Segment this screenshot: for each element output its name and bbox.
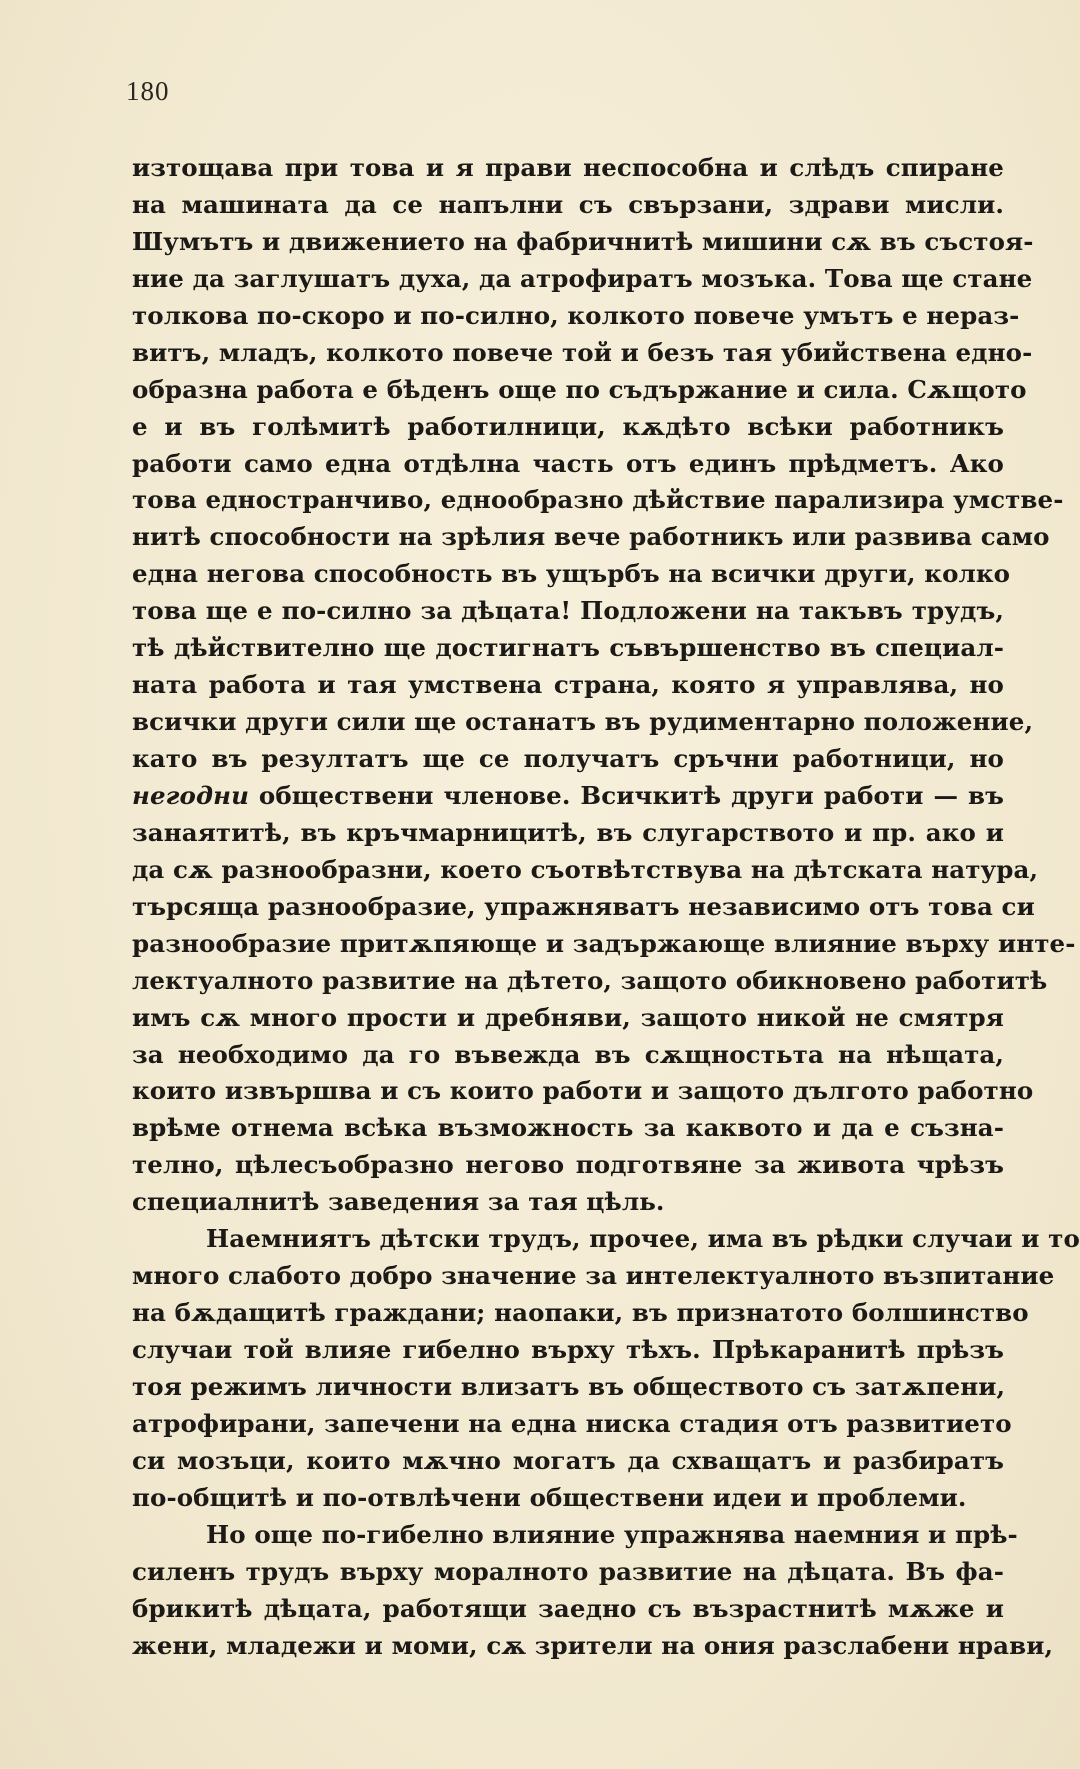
text-line-content: разнообразие притѫпяюще и задържающе влияние върху инте-	[132, 928, 1076, 958]
text-line-content: нитѣ способности на зрѣлия вече работникъ или развива само	[132, 522, 1050, 552]
text-line	[132, 261, 1033, 298]
body-text	[132, 150, 1080, 1664]
text-line-content: брикитѣ дѣцата, работящи заедно съ възрастнитѣ мѫже и	[132, 1593, 1004, 1623]
text-line	[132, 1406, 1012, 1443]
text-line	[132, 1110, 1004, 1147]
text-line	[132, 335, 1033, 372]
text-line	[132, 1369, 1004, 1406]
text-line-content: да сѫ разнообразни, което съотвѣтствува на дѣтската натура,	[132, 854, 1039, 884]
text-line-content: Наемниятъ дѣтски трудъ, прочее, има въ рѣдки случаи и то	[206, 1224, 1080, 1254]
text-line-content: Шумътъ и движението на фабричнитѣ мишини сѫ въ състоя-	[132, 226, 1034, 256]
text-line	[132, 446, 1004, 483]
text-line	[132, 926, 1076, 963]
text-line	[132, 298, 1020, 335]
text-line-content: на машината да се напълни съ свързани, здрави мисли.	[132, 189, 1004, 219]
text-line	[132, 556, 1011, 593]
text-line	[132, 630, 1004, 667]
text-line-content: ната работа и тая умствена страна, която я управлява, но	[132, 670, 1004, 700]
text-line	[132, 482, 1064, 519]
text-line	[132, 224, 1034, 261]
text-line-content: жени, младежи и моми, сѫ зрители на ония разслабени нрави,	[132, 1630, 1054, 1660]
text-line	[132, 1332, 1004, 1369]
text-line-content: като въ резултатъ ще се получатъ сръчни работници, но	[132, 744, 1004, 773]
text-line	[132, 1221, 1080, 1258]
text-line	[132, 1037, 1004, 1074]
text-line	[132, 1591, 1004, 1628]
text-line-content: търсяща разнообразие, упражняватъ независимо отъ това си	[132, 891, 1035, 921]
text-line-content: тоя режимъ личности влизатъ въ обществото съ затѫпени,	[132, 1371, 1006, 1401]
text-line	[132, 150, 1004, 187]
text-line	[132, 963, 1048, 1000]
text-line-content: това едностранчиво, еднообразно дѣйствие парализира умстве-	[132, 485, 1064, 515]
text-line	[132, 593, 1004, 630]
text-line-content: по-общитѣ и по-отвлѣчени обществени идеи и проблеми.	[132, 1482, 967, 1512]
text-line	[132, 778, 1004, 815]
text-line	[132, 372, 1027, 409]
text-line-content: тѣ дѣйствително ще достигнатъ съвършенство въ специал-	[132, 633, 1004, 663]
text-line-content: всички други сили ще останатъ въ рудиментарно положение,	[132, 707, 1034, 737]
text-line	[132, 409, 1004, 446]
text-line-content: много слабото добро значение за интелектуалното възпитание	[132, 1261, 1055, 1291]
text-line	[132, 1554, 1004, 1591]
text-line-content: работи само една отдѣлна часть отъ единъ прѣдметъ. Ако	[132, 448, 1004, 478]
text-line-content: изтощава при това и я прави неспособна и слѣдъ спиране	[132, 153, 1004, 182]
text-line-content: специалнитѣ заведения за тая цѣль.	[132, 1187, 665, 1217]
italic-word: негодни	[132, 780, 249, 810]
text-line-content: за необходимо да го въвежда въ сѫщностьта на нѣщата,	[132, 1039, 1004, 1069]
text-line	[132, 519, 1050, 556]
text-line	[132, 1517, 1018, 1554]
text-line-content: ние да заглушатъ духа, да атрофиратъ мозъка. Това ще стане	[132, 263, 1033, 293]
text-line-content: Но още по-гибелно влияние упражнява наемния и прѣ-	[206, 1519, 1018, 1549]
text-line	[132, 852, 1039, 889]
text-line	[132, 1073, 1034, 1110]
text-line	[132, 1147, 1004, 1184]
text-line-content: е и въ голѣмитѣ работилници, кѫдѣто всѣки работникъ	[132, 411, 1004, 441]
text-line-content: една негова способность въ ущърбъ на всички други, колко	[132, 559, 1011, 589]
text-line-content: врѣме отнема всѣка възможность за каквото и да е съзна-	[132, 1113, 1004, 1143]
text-line-content: силенъ трудъ върху моралното развитие на дѣцата. Въ фа-	[132, 1556, 1004, 1586]
text-line-content: толкова по-скоро и по-силно, колкото повече умътъ е нераз-	[132, 300, 1020, 330]
text-line-content: лектуалното развитие на дѣтето, защото обикновено работитѣ	[132, 965, 1048, 995]
text-line-content: си мозъци, които мѫчно могатъ да схващатъ и разбиратъ	[132, 1445, 1004, 1475]
text-line-content: които извършва и съ които работи и защото дългото работно	[132, 1076, 1034, 1106]
text-line	[132, 815, 1004, 852]
text-line	[132, 1184, 1004, 1221]
text-line	[132, 1000, 1004, 1037]
text-line-content: имъ сѫ много прости и дребняви, защото никой не смятря	[132, 1002, 1004, 1032]
page-number: 180	[126, 76, 170, 106]
text-line	[132, 1480, 1004, 1517]
text-line	[132, 1295, 1029, 1332]
text-line	[132, 1258, 1055, 1295]
text-line-content: на бѫдащитѣ граждани; наопаки, въ признатото болшинство	[132, 1298, 1029, 1328]
text-line	[132, 741, 1004, 778]
text-line-content: това ще е по-силно за дѣцата! Подложени на такъвъ трудъ,	[132, 596, 1004, 626]
text-line-content: случаи той влияе гибелно върху тѣхъ. Прѣкаранитѣ прѣзъ	[132, 1335, 1004, 1364]
text-line-content: занаятитѣ, въ кръчмарницитѣ, въ слугарството и пр. ако и	[132, 817, 1004, 847]
text-line	[132, 667, 1004, 704]
text-line	[132, 889, 1035, 926]
text-line	[132, 1443, 1004, 1480]
text-line-content: телно, цѣлесъобразно негово подготвяне за живота чрѣзъ	[132, 1150, 1004, 1180]
text-line	[132, 1628, 1054, 1665]
text-line-content: образна работа е бѣденъ още по съдържание и сила. Сѫщото	[132, 374, 1027, 404]
text-line	[132, 704, 1034, 741]
text-line	[132, 187, 1004, 224]
text-line-content: обществени членове. Всичкитѣ други работи — въ	[258, 780, 1004, 810]
text-line-content: витъ, младъ, колкото повече той и безъ тая убийствена едно-	[132, 337, 1033, 367]
text-line-content: атрофирани, запечени на една ниска стадия отъ развитието	[132, 1408, 1012, 1438]
